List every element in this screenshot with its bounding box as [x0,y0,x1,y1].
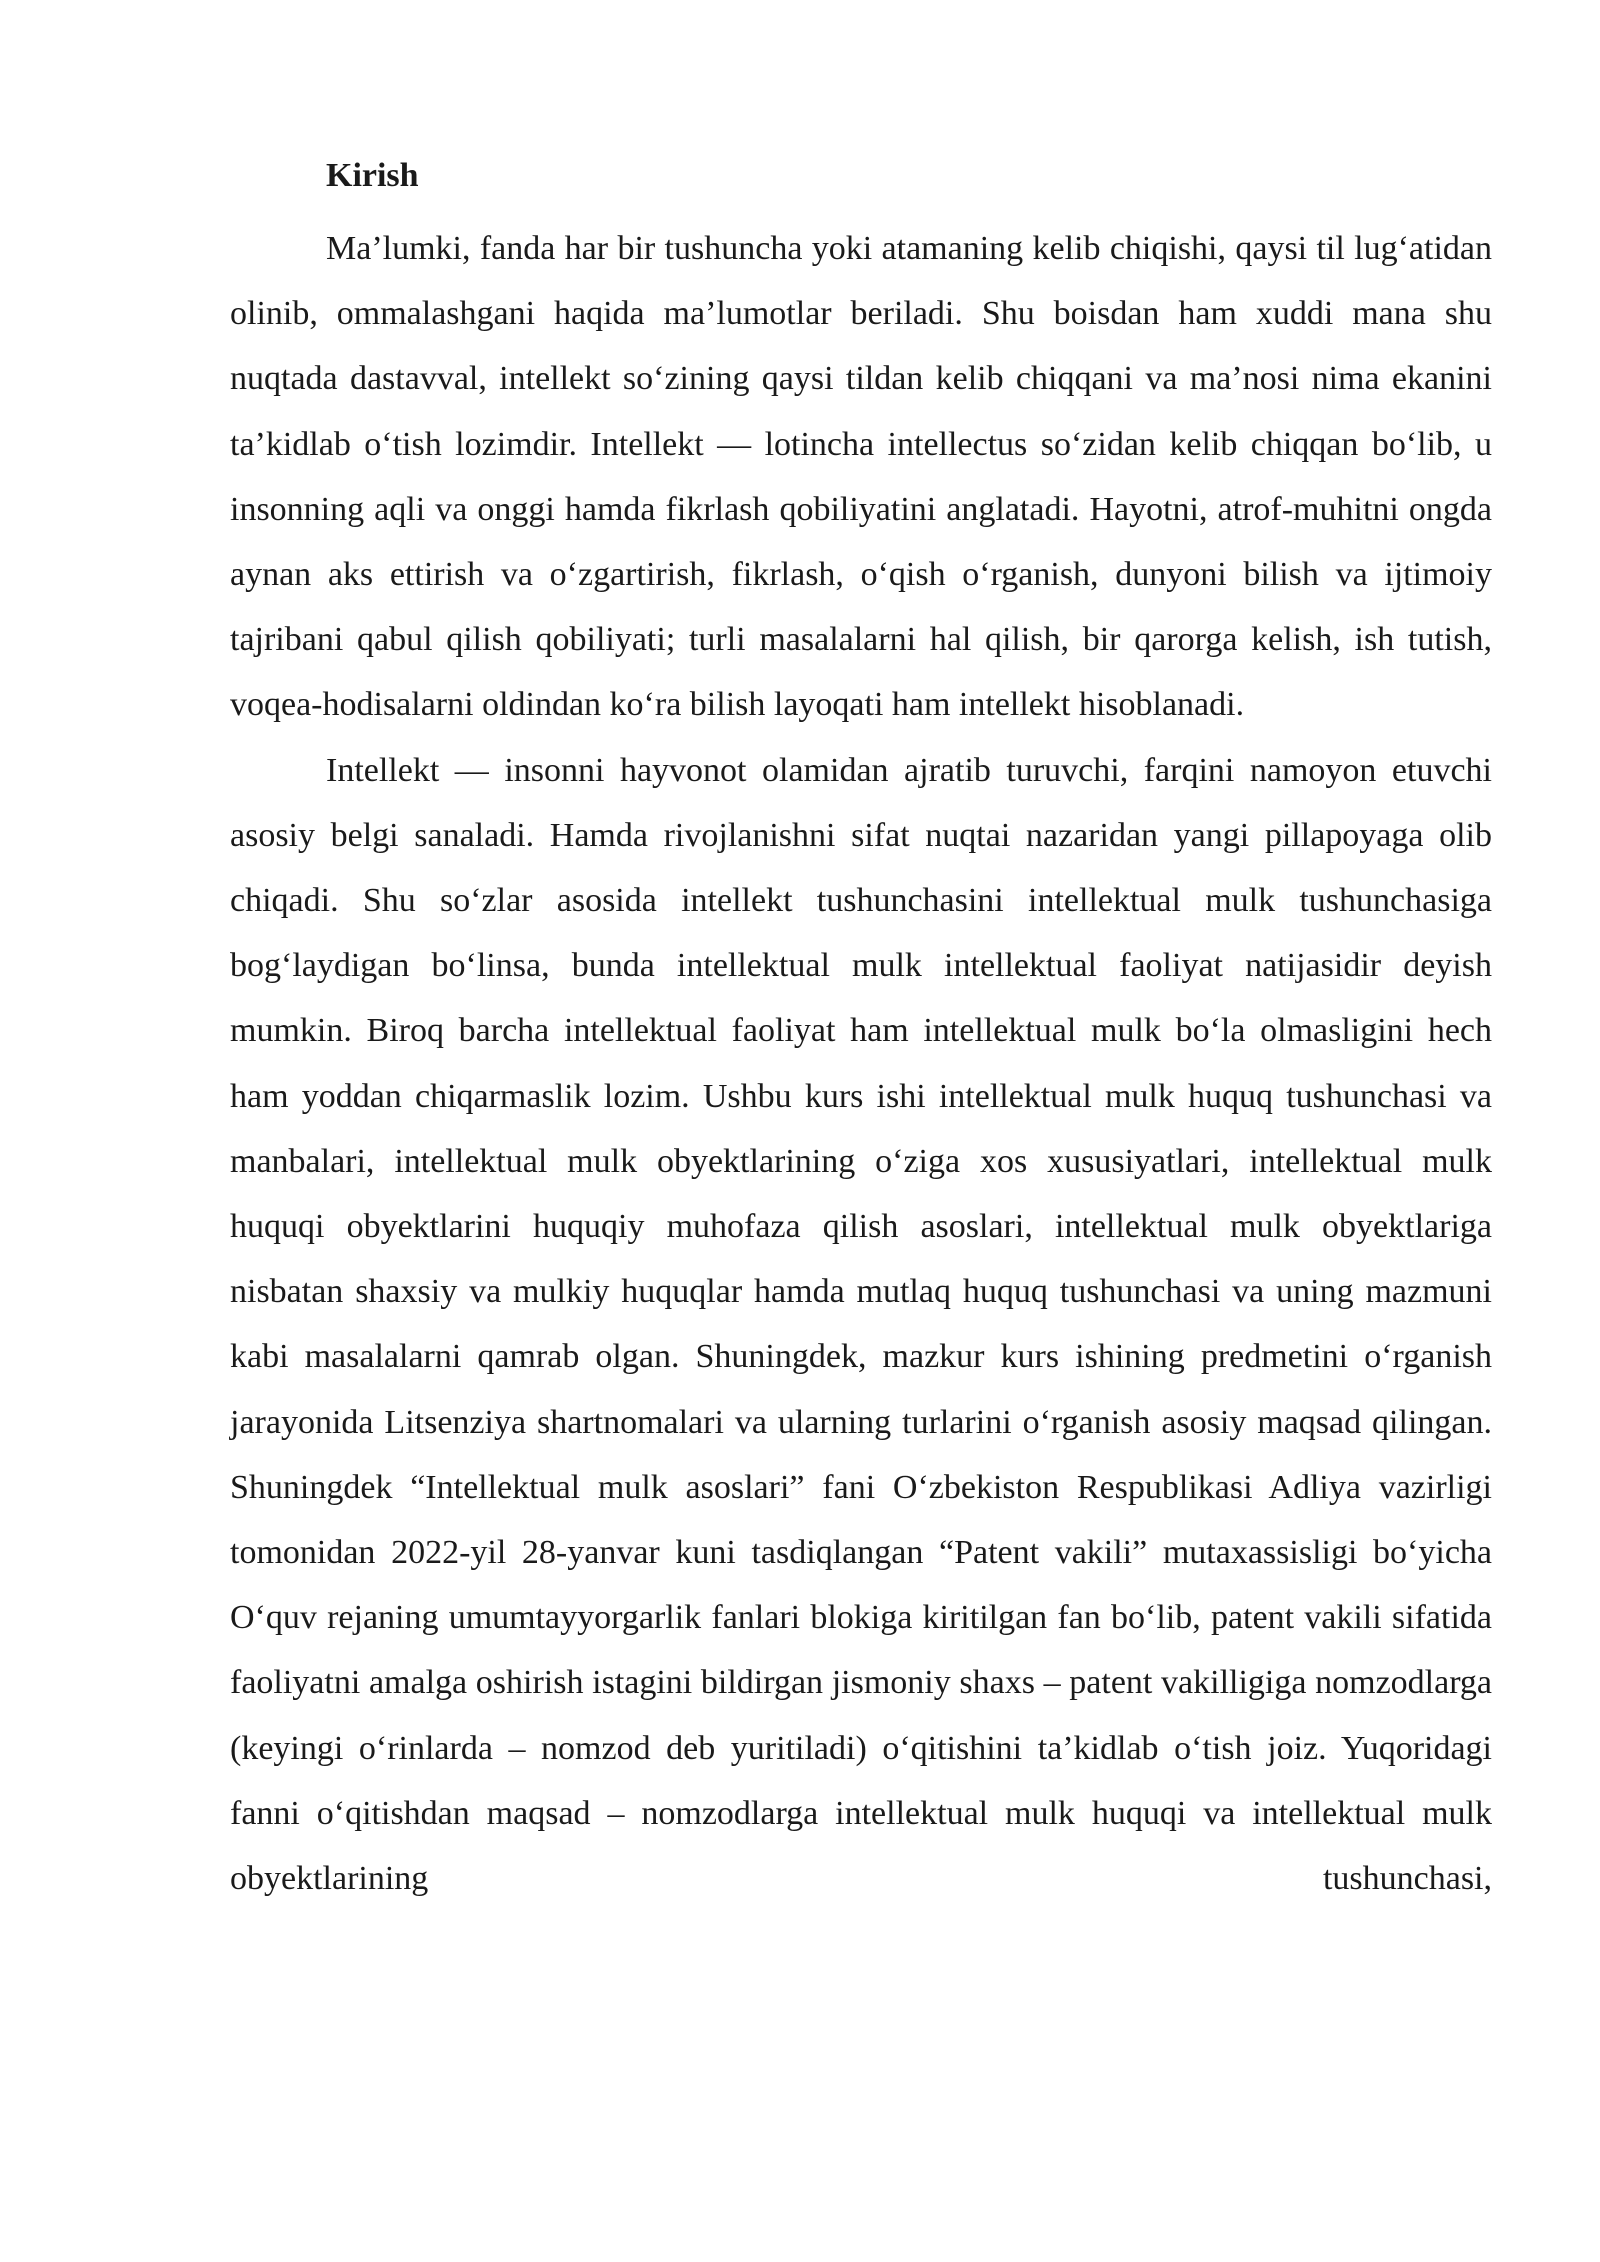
paragraph-intellekt: Intellekt — insonni hayvonot olamidan ajratib turuvchi, farqini namoyon etuvchi asosiy belgi sanaladi. Hamda rivojlanishni sifat nuqtai nazaridan yangi pillapoyaga olib chiqadi. Shu so‘zlar asosida intellekt tushunchasini intellektual mulk tushunchasiga bog‘laydigan bo‘linsa, bunda intellektual mulk intellektual faoliyat natijasidir deyish mumkin. Biroq barcha intellektual faoliyat ham intellektual mulk bo‘la olmasligini hech ham yoddan chiqarmaslik lozim. Ushbu kurs ishi intellektual mulk huquq tushunchasi va manbalari, intellektual mulk obyektlarining o‘ziga xos xususiyatlari, intellektual mulk huquqi obyektlarini huquqiy muhofaza qilish asoslari, intellektual mulk obyektlariga nisbatan shaxsiy va mulkiy huquqlar hamda mutlaq huquq tushunchasi va uning mazmuni kabi masalalarni qamrab olgan. Shuningdek, mazkur kurs ishining predmetini o‘rganish jarayonida Litsenziya shartnomalari va ularning turlarini o‘rganish asosiy maqsad qilingan. Shuningdek “Intellektual mulk asoslari” fani O‘zbekiston Respublikasi Adliya vazirligi tomonidan 2022-yil 28-yanvar kuni tasdiqlangan “Patent vakili” mutaxassisligi bo‘yicha O‘quv rejaning umumtayyorgarlik fanlari blokiga kiritilgan fan bo‘lib, patent vakili sifatida faoliyatni amalga oshirish istagini bildirgan jismoniy shaxs – patent vakilligiga nomzodlarga (keyingi o‘rinlarda – nomzod deb yuritiladi) o‘qitishini ta’kidlab o‘tish joiz. Yuqoridagi fanni o‘qitishdan maqsad – nomzodlarga intellektual mulk huquqi va intellektual mulk obyektlarining tushunchasi, [230,751,1492,1898]
paragraph-intro: Ma’lumki, fanda har bir tushuncha yoki atamaning kelib chiqishi, qaysi til lug‘atidan olinib, ommalashgani haqida ma’lumotlar beriladi. Shu boisdan ham xuddi mana shu nuqtada dastavval, intellekt so‘zining qaysi tildan kelib chiqqani va ma’nosi nima ekanini ta’kidlab o‘tish lozimdir. Intellekt — lotincha intellectus so‘zidan kelib chiqqan bo‘lib, u insonning aqli va onggi hamda fikrlash qobiliyatini anglatadi. Hayotni, atrof-muhitni ongda aynan aks ettirish va o‘zgartirish, fikrlash, o‘qish o‘rganish, dunyoni bilish va ijtimoiy tajribani qabul qilish qobiliyati; turli masalalarni hal qilish, bir qarorga kelish, ish tutish, voqea-hodisalarni oldindan ko‘ra bilish layoqati ham intellekt hisoblanadi. [230,230,1492,724]
section-heading: Kirish [326,157,419,194]
document-body [230,146,1492,1911]
